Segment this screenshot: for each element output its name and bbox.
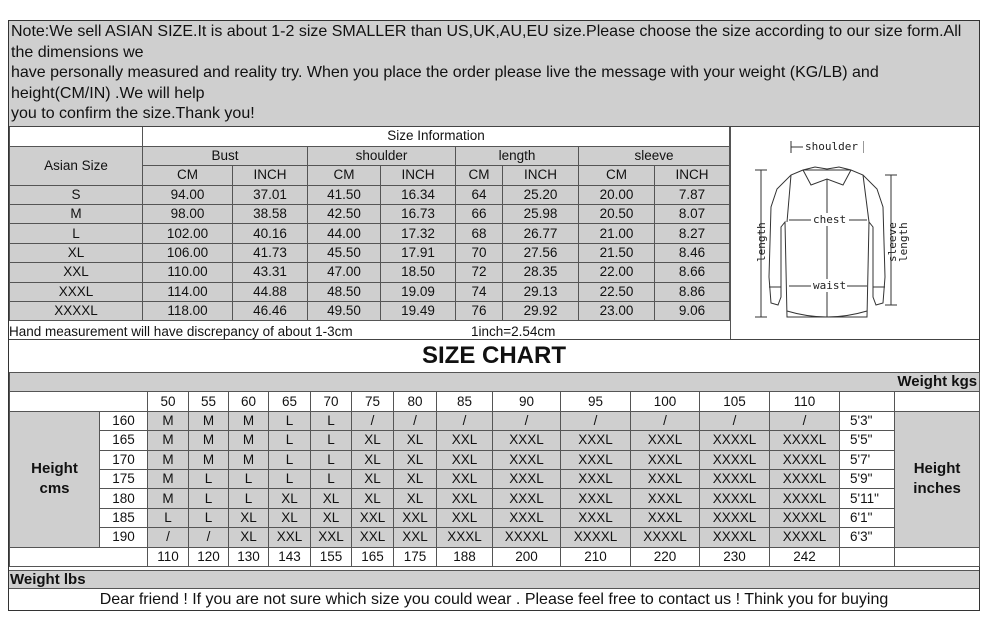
- measurement-cell: 47.00: [308, 263, 381, 282]
- size-label-cell: M: [10, 205, 143, 224]
- contact-message: Dear friend ! If you are not sure which size you could wear . Please feel free to contact us ! Think you for buying: [99, 591, 889, 608]
- discrepancy-note: Hand measurement will have discrepancy of about 1-3cm: [9, 324, 353, 339]
- asian-size-header: Asian Size: [10, 146, 143, 185]
- size-recommendation-cell: M: [148, 469, 189, 488]
- height-inch-cell: 5'9": [840, 469, 895, 488]
- height-cm-cell: 175: [100, 469, 148, 488]
- size-info-row: [10, 224, 730, 243]
- weight-kg-cell: 60: [229, 392, 269, 411]
- measurement-cell: 49.50: [308, 302, 381, 321]
- note-line: the dimensions we: [11, 43, 144, 61]
- size-recommendation-cell: L: [311, 469, 352, 488]
- height-inches-line2: inches: [913, 480, 961, 498]
- size-recommendation-cell: XXXXL: [700, 450, 770, 469]
- weight-lbs-cell: 220: [631, 547, 700, 566]
- size-recommendation-cell: XXL: [437, 508, 493, 527]
- shoulder-header: shoulder: [308, 146, 456, 165]
- weight-kg-cell: 80: [394, 392, 437, 411]
- measurement-cell: 74: [456, 282, 503, 301]
- size-guide-panel: [8, 20, 980, 611]
- size-recommendation-cell: XXXXL: [700, 528, 770, 547]
- size-recommendation-cell: XXL: [437, 431, 493, 450]
- measurement-cell: 64: [456, 185, 503, 204]
- size-info-row: [10, 282, 730, 301]
- size-recommendation-cell: L: [311, 411, 352, 430]
- measurement-cell: 26.77: [503, 224, 579, 243]
- size-recommendation-cell: XXXXL: [700, 508, 770, 527]
- measurement-cell: 41.50: [308, 185, 381, 204]
- measurement-cell: 19.09: [381, 282, 456, 301]
- weight-kg-cell: 85: [437, 392, 493, 411]
- size-recommendation-cell: XXL: [311, 528, 352, 547]
- size-recommendation-cell: L: [189, 469, 229, 488]
- measurement-cell: 38.58: [233, 205, 308, 224]
- length-label: length: [755, 222, 768, 262]
- sleeve-length-label: length: [897, 222, 910, 262]
- size-recommendation-cell: XL: [229, 528, 269, 547]
- measurement-cell: 17.32: [381, 224, 456, 243]
- size-recommendation-cell: XL: [352, 489, 394, 508]
- weight-kg-cell: 50: [148, 392, 189, 411]
- sleeve-label: sleeve: [886, 222, 899, 262]
- weight-kg-cell: 75: [352, 392, 394, 411]
- measurement-cell: 25.20: [503, 185, 579, 204]
- size-recommendation-cell: XL: [352, 469, 394, 488]
- size-recommendation-cell: XXXL: [493, 489, 561, 508]
- size-recommendation-cell: XXXXL: [700, 469, 770, 488]
- size-recommendation-cell: L: [189, 489, 229, 508]
- measurement-cell: 37.01: [233, 185, 308, 204]
- shirt-measurement-diagram: [730, 127, 979, 340]
- weight-kg-cell: 110: [770, 392, 840, 411]
- size-recommendation-cell: XXXL: [561, 508, 631, 527]
- size-recommendation-cell: XXXL: [493, 469, 561, 488]
- height-inch-cell: 5'3": [840, 411, 895, 430]
- measurement-cell: 70: [456, 243, 503, 262]
- size-recommendation-cell: XXXL: [631, 508, 700, 527]
- size-recommendation-cell: /: [394, 411, 437, 430]
- weight-lbs-cell: 143: [269, 547, 311, 566]
- weight-lbs-label: Weight lbs: [9, 570, 979, 589]
- size-label-cell: L: [10, 224, 143, 243]
- size-recommendation-cell: XXXXL: [700, 431, 770, 450]
- unit-header: INCH: [381, 166, 456, 185]
- measurement-cell: 44.88: [233, 282, 308, 301]
- size-info-row: [10, 302, 730, 321]
- size-recommendation-cell: XXXXL: [770, 489, 840, 508]
- size-recommendation-cell: XXL: [437, 489, 493, 508]
- size-recommendation-cell: XXXL: [561, 450, 631, 469]
- measurement-cell: 27.56: [503, 243, 579, 262]
- size-recommendation-cell: /: [561, 411, 631, 430]
- height-inch-cell: 5'11": [840, 489, 895, 508]
- measurement-footnote: [9, 323, 729, 340]
- size-recommendation-cell: XXL: [352, 508, 394, 527]
- height-cm-cell: 160: [100, 411, 148, 430]
- shirt-illustration: [731, 127, 980, 340]
- size-info-row: [10, 243, 730, 262]
- unit-header: INCH: [655, 166, 730, 185]
- size-recommendation-cell: XL: [352, 450, 394, 469]
- size-recommendation-cell: M: [189, 411, 229, 430]
- measurement-cell: 21.50: [579, 243, 655, 262]
- size-recommendation-cell: L: [148, 508, 189, 527]
- size-recommendation-cell: XXXL: [493, 431, 561, 450]
- note-line: Note:We sell ASIAN SIZE.It is about 1-2 size SMALLER than US,UK,AU,EU size.Please choose the size according to our size form.All: [11, 23, 962, 40]
- size-label-cell: XL: [10, 243, 143, 262]
- measurement-cell: 72: [456, 263, 503, 282]
- measurement-cell: 16.34: [381, 185, 456, 204]
- measurement-cell: 76: [456, 302, 503, 321]
- size-chart-grid: [9, 372, 979, 567]
- size-recommendation-cell: L: [269, 411, 311, 430]
- measurement-cell: 106.00: [143, 243, 233, 262]
- measurement-cell: 8.07: [655, 205, 730, 224]
- measurement-cell: 25.98: [503, 205, 579, 224]
- size-recommendation-cell: XL: [352, 431, 394, 450]
- size-info-row: [10, 263, 730, 282]
- weight-lbs-cell: 155: [311, 547, 352, 566]
- size-info-caption: Size Information: [143, 127, 730, 146]
- size-recommendation-cell: L: [229, 469, 269, 488]
- size-recommendation-cell: XXXXL: [700, 489, 770, 508]
- size-recommendation-cell: L: [311, 431, 352, 450]
- weight-kg-cell: 55: [189, 392, 229, 411]
- size-recommendation-cell: /: [493, 411, 561, 430]
- weight-lbs-cell: 130: [229, 547, 269, 566]
- measurement-cell: 110.00: [143, 263, 233, 282]
- height-cms-line1: Height: [31, 460, 78, 478]
- size-recommendation-cell: XXXL: [561, 431, 631, 450]
- measurement-cell: 41.73: [233, 243, 308, 262]
- size-information-table: [9, 127, 729, 322]
- size-recommendation-cell: L: [189, 508, 229, 527]
- height-inch-cell: 5'5": [840, 431, 895, 450]
- size-recommendation-cell: M: [148, 411, 189, 430]
- measurement-cell: 20.50: [579, 205, 655, 224]
- size-recommendation-cell: L: [269, 431, 311, 450]
- size-recommendation-cell: XXXL: [493, 508, 561, 527]
- size-note: [9, 21, 979, 127]
- size-recommendation-cell: XXXL: [631, 469, 700, 488]
- size-recommendation-cell: XXXXL: [561, 528, 631, 547]
- size-recommendation-cell: /: [437, 411, 493, 430]
- size-recommendation-cell: XXL: [437, 450, 493, 469]
- size-label-cell: S: [10, 185, 143, 204]
- measurement-cell: 43.31: [233, 263, 308, 282]
- waist-label: waist: [813, 279, 847, 292]
- measurement-cell: 21.00: [579, 224, 655, 243]
- measurement-cell: 118.00: [143, 302, 233, 321]
- measurement-cell: 102.00: [143, 224, 233, 243]
- unit-header: INCH: [233, 166, 308, 185]
- size-recommendation-cell: XXXXL: [631, 528, 700, 547]
- size-recommendation-cell: M: [189, 450, 229, 469]
- measurement-cell: 16.73: [381, 205, 456, 224]
- weight-kg-cell: 105: [700, 392, 770, 411]
- height-inch-cell: 6'3": [840, 528, 895, 547]
- weight-lbs-cell: 188: [437, 547, 493, 566]
- size-recommendation-cell: M: [148, 431, 189, 450]
- measurement-cell: 23.00: [579, 302, 655, 321]
- height-cm-cell: 165: [100, 431, 148, 450]
- size-recommendation-cell: XXXL: [561, 469, 631, 488]
- size-recommendation-cell: XL: [394, 469, 437, 488]
- measurement-cell: 40.16: [233, 224, 308, 243]
- size-label-cell: XXL: [10, 263, 143, 282]
- length-header: length: [456, 146, 579, 165]
- height-inches-label: [895, 411, 980, 547]
- bust-header: Bust: [143, 146, 308, 165]
- size-recommendation-cell: XL: [394, 450, 437, 469]
- height-row: [10, 450, 980, 469]
- size-recommendation-cell: XL: [269, 489, 311, 508]
- size-info-row: [10, 205, 730, 224]
- height-row: [10, 489, 980, 508]
- size-recommendation-cell: XXL: [394, 528, 437, 547]
- size-recommendation-cell: M: [189, 431, 229, 450]
- unit-header: CM: [308, 166, 381, 185]
- measurement-cell: 8.46: [655, 243, 730, 262]
- measurement-cell: 42.50: [308, 205, 381, 224]
- weight-kg-cell: 90: [493, 392, 561, 411]
- measurement-cell: 98.00: [143, 205, 233, 224]
- size-recommendation-cell: M: [229, 411, 269, 430]
- size-recommendation-cell: M: [148, 450, 189, 469]
- shoulder-label: shoulder: [805, 140, 858, 153]
- note-line: you to confirm the size.Thank you!: [11, 105, 255, 122]
- height-inch-cell: 6'1": [840, 508, 895, 527]
- measurement-cell: 7.87: [655, 185, 730, 204]
- size-recommendation-cell: XL: [311, 489, 352, 508]
- size-recommendation-cell: XXXL: [631, 489, 700, 508]
- size-recommendation-cell: /: [700, 411, 770, 430]
- size-recommendation-cell: XXXL: [437, 528, 493, 547]
- size-label-cell: XXXL: [10, 282, 143, 301]
- size-recommendation-cell: XXL: [269, 528, 311, 547]
- weight-lbs-cell: 120: [189, 547, 229, 566]
- size-recommendation-cell: XXXXL: [770, 431, 840, 450]
- height-inch-cell: 5'7': [840, 450, 895, 469]
- size-recommendation-cell: XXXXL: [770, 469, 840, 488]
- unit-header: CM: [579, 166, 655, 185]
- size-recommendation-cell: XXXL: [561, 489, 631, 508]
- measurement-cell: 28.35: [503, 263, 579, 282]
- weight-lbs-row: [10, 547, 980, 566]
- measurement-cell: 46.46: [233, 302, 308, 321]
- size-recommendation-cell: L: [269, 450, 311, 469]
- size-recommendation-cell: XL: [394, 489, 437, 508]
- inch-conversion-note: 1inch=2.54cm: [471, 324, 556, 339]
- measurement-cell: 8.27: [655, 224, 730, 243]
- measurement-cell: 48.50: [308, 282, 381, 301]
- weight-kg-cell: 100: [631, 392, 700, 411]
- note-line: height(CM/IN) .We will help: [11, 84, 205, 102]
- weight-lbs-cell: 175: [394, 547, 437, 566]
- size-recommendation-cell: XL: [269, 508, 311, 527]
- height-row: [10, 528, 980, 547]
- measurement-cell: 29.92: [503, 302, 579, 321]
- size-recommendation-cell: M: [229, 450, 269, 469]
- size-label-cell: XXXXL: [10, 302, 143, 321]
- measurement-cell: 20.00: [579, 185, 655, 204]
- measurement-cell: 68: [456, 224, 503, 243]
- weight-lbs-cell: 210: [561, 547, 631, 566]
- size-recommendation-cell: /: [189, 528, 229, 547]
- weight-kg-cell: 70: [311, 392, 352, 411]
- size-recommendation-cell: /: [770, 411, 840, 430]
- size-recommendation-cell: /: [352, 411, 394, 430]
- size-recommendation-cell: XL: [229, 508, 269, 527]
- size-recommendation-cell: XL: [394, 431, 437, 450]
- weight-kgs-header: Weight kgs: [10, 373, 980, 392]
- weight-kg-cell: 95: [561, 392, 631, 411]
- size-info-row: [10, 185, 730, 204]
- size-recommendation-cell: /: [148, 528, 189, 547]
- weight-kg-row: [10, 392, 980, 411]
- measurement-cell: 19.49: [381, 302, 456, 321]
- measurement-cell: 22.00: [579, 263, 655, 282]
- size-recommendation-cell: L: [269, 469, 311, 488]
- weight-lbs-cell: 200: [493, 547, 561, 566]
- measurement-cell: 94.00: [143, 185, 233, 204]
- height-row: [10, 431, 980, 450]
- measurement-cell: 9.06: [655, 302, 730, 321]
- size-recommendation-cell: XXXXL: [770, 450, 840, 469]
- size-recommendation-cell: XXXL: [493, 450, 561, 469]
- size-recommendation-cell: XXXXL: [770, 508, 840, 527]
- size-recommendation-cell: XXL: [394, 508, 437, 527]
- size-recommendation-cell: XXXL: [631, 450, 700, 469]
- weight-lbs-cell: 242: [770, 547, 840, 566]
- size-recommendation-cell: XXL: [352, 528, 394, 547]
- height-inches-line1: Height: [913, 460, 961, 478]
- measurement-cell: 66: [456, 205, 503, 224]
- measurement-cell: 8.86: [655, 282, 730, 301]
- weight-kg-cell: 65: [269, 392, 311, 411]
- note-line: have personally measured and reality try. When you place the order please live the message with your weight (KG/LB) and: [11, 64, 879, 81]
- size-recommendation-cell: XXXL: [631, 431, 700, 450]
- height-cms-label: [10, 411, 100, 547]
- size-recommendation-cell: XXXXL: [770, 528, 840, 547]
- unit-header: CM: [456, 166, 503, 185]
- measurement-cell: 29.13: [503, 282, 579, 301]
- size-recommendation-cell: XL: [311, 508, 352, 527]
- weight-lbs-cell: 230: [700, 547, 770, 566]
- measurement-cell: 22.50: [579, 282, 655, 301]
- size-recommendation-cell: XXXXL: [493, 528, 561, 547]
- height-row: [10, 411, 980, 430]
- measurement-cell: 17.91: [381, 243, 456, 262]
- height-cm-cell: 185: [100, 508, 148, 527]
- height-cms-line2: cms: [39, 480, 70, 498]
- size-chart-title: SIZE CHART: [9, 339, 979, 371]
- measurement-cell: 8.66: [655, 263, 730, 282]
- height-cm-cell: 180: [100, 489, 148, 508]
- measurement-cell: 45.50: [308, 243, 381, 262]
- size-recommendation-cell: M: [229, 431, 269, 450]
- height-cm-cell: 190: [100, 528, 148, 547]
- size-recommendation-cell: XXL: [437, 469, 493, 488]
- unit-header: INCH: [503, 166, 579, 185]
- height-cm-cell: 170: [100, 450, 148, 469]
- size-recommendation-cell: L: [229, 489, 269, 508]
- measurement-cell: 44.00: [308, 224, 381, 243]
- sleeve-header: sleeve: [579, 146, 730, 165]
- height-row: [10, 508, 980, 527]
- weight-lbs-cell: 110: [148, 547, 189, 566]
- weight-lbs-cell: 165: [352, 547, 394, 566]
- height-row: [10, 469, 980, 488]
- measurement-cell: 18.50: [381, 263, 456, 282]
- size-recommendation-cell: L: [311, 450, 352, 469]
- size-recommendation-cell: M: [148, 489, 189, 508]
- measurement-cell: 114.00: [143, 282, 233, 301]
- unit-header: CM: [143, 166, 233, 185]
- chest-label: chest: [813, 213, 847, 226]
- size-recommendation-cell: /: [631, 411, 700, 430]
